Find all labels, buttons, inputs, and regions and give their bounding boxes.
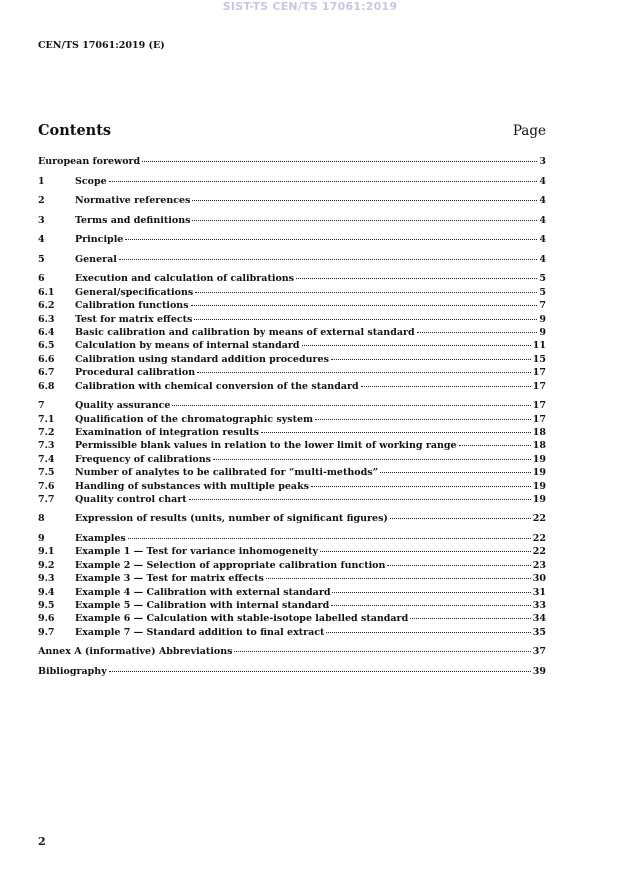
toc-entry-title: Example 1 — Test for variance inhomogeneity [75, 546, 319, 558]
toc-entry-number: 7.1 [38, 413, 55, 425]
toc-entry[interactable] [38, 546, 546, 559]
table-of-contents [38, 156, 546, 679]
toc-entry-number: 6.3 [38, 313, 55, 325]
toc-entry-number: 6 [38, 273, 45, 285]
dot-leader [302, 345, 531, 346]
toc-entry[interactable] [38, 254, 546, 267]
toc-entry[interactable] [38, 666, 546, 679]
toc-entry-title: Principle [75, 234, 124, 246]
toc-entry-number: 6.5 [38, 340, 55, 352]
page-column-label: Page [512, 123, 546, 139]
toc-entry-number: 5 [38, 253, 45, 265]
dot-leader [361, 386, 531, 387]
dot-leader [459, 445, 531, 446]
toc-entry-number: 2 [38, 195, 45, 207]
toc-entry-title: Quality control chart [75, 493, 187, 505]
toc-entry-page: 19 [532, 480, 546, 492]
dot-leader [380, 472, 531, 473]
toc-entry-title: General [75, 253, 117, 265]
toc-entry-page: 35 [532, 626, 546, 638]
toc-entry[interactable] [38, 600, 546, 613]
toc-entry[interactable] [38, 400, 546, 413]
dot-leader [197, 372, 531, 373]
dot-leader [119, 259, 537, 260]
toc-entry-title: Number of analytes to be calibrated for “multi-methods” [75, 467, 379, 479]
toc-entry-number: 9.3 [38, 573, 55, 585]
toc-entry[interactable] [38, 176, 546, 189]
contents-header [38, 122, 546, 139]
document-id: CEN/TS 17061:2019 (E) [38, 40, 165, 51]
toc-entry-title: Normative references [75, 195, 191, 207]
dot-leader [109, 181, 538, 182]
toc-entry-number: 7.5 [38, 467, 55, 479]
toc-entry-page: 5 [539, 286, 546, 298]
toc-entry-title: Examples [75, 533, 126, 545]
toc-entry-page: 31 [532, 586, 546, 598]
toc-entry-page: 4 [539, 234, 546, 246]
dot-leader [191, 305, 538, 306]
toc-entry-title: Expression of results (units, number of significant figures) [75, 513, 388, 525]
toc-entry-page: 22 [532, 533, 546, 545]
toc-entry-number: 9.4 [38, 586, 55, 598]
toc-entry[interactable] [38, 287, 546, 300]
toc-entry-number: 9 [38, 533, 45, 545]
toc-entry[interactable] [38, 560, 546, 573]
toc-entry-title: Example 3 — Test for matrix effects [75, 573, 264, 585]
dot-leader [332, 592, 530, 593]
toc-entry-number: 9.5 [38, 600, 55, 612]
toc-entry-page: 17 [532, 400, 546, 412]
toc-entry-page: 4 [539, 195, 546, 207]
page-number: 2 [38, 835, 46, 848]
toc-entry[interactable] [38, 234, 546, 247]
toc-entry[interactable] [38, 340, 546, 353]
toc-entry-title: Example 5 — Calibration with internal standard [75, 600, 330, 612]
toc-entry-title: Calibration with chemical conversion of the standard [75, 380, 359, 392]
toc-entry-title: Calibration functions [75, 300, 189, 312]
toc-entry[interactable] [38, 467, 546, 480]
toc-entry-page: 30 [532, 573, 546, 585]
toc-entry-title: Handling of substances with multiple peaks [75, 480, 309, 492]
toc-entry-number: 9.1 [38, 546, 55, 558]
toc-entry-page: 17 [532, 413, 546, 425]
dot-leader [387, 565, 530, 566]
toc-entry-page: 39 [532, 665, 546, 677]
toc-entry-number: 7.2 [38, 426, 55, 438]
toc-entry-title: European foreword [38, 156, 141, 167]
toc-entry[interactable] [38, 454, 546, 467]
toc-entry-page: 4 [539, 214, 546, 226]
toc-entry[interactable] [38, 513, 546, 526]
toc-entry-number: 7.4 [38, 453, 55, 465]
toc-entry-number: 9.2 [38, 559, 55, 571]
toc-entry-title: Permissible blank values in relation to the lower limit of working range [75, 440, 457, 452]
dot-leader [390, 518, 531, 519]
toc-entry[interactable] [38, 494, 546, 507]
toc-entry-page: 19 [532, 493, 546, 505]
dot-leader [213, 459, 531, 460]
dot-leader [194, 319, 537, 320]
toc-entry-title: Terms and definitions [75, 214, 191, 226]
dot-leader [410, 618, 531, 619]
toc-entry[interactable] [38, 156, 546, 169]
dot-leader [192, 200, 537, 201]
toc-entry-number: 9.6 [38, 613, 55, 625]
toc-entry-title: Annex A (informative) Abbreviations [38, 646, 233, 658]
toc-entry-title: Calibration using standard addition procedures [75, 353, 329, 365]
dot-leader [331, 605, 530, 606]
toc-entry[interactable] [38, 367, 546, 380]
toc-entry-title: Procedural calibration [75, 367, 196, 379]
toc-entry-number: 6.1 [38, 286, 55, 298]
toc-entry-page: 5 [539, 273, 546, 285]
toc-entry-page: 9 [539, 313, 546, 325]
toc-entry-page: 19 [532, 453, 546, 465]
toc-entry-title: Qualification of the chromatographic system [75, 413, 314, 425]
toc-entry-page: 17 [532, 380, 546, 392]
toc-entry[interactable] [38, 327, 546, 340]
toc-entry-title: Basic calibration and calibration by means of external standard [75, 327, 415, 339]
dot-leader [128, 538, 531, 539]
toc-entry-title: Example 7 — Standard addition to final extract [75, 626, 325, 638]
toc-entry[interactable] [38, 440, 546, 453]
toc-entry-number: 1 [38, 175, 45, 187]
toc-entry-number: 9.7 [38, 626, 55, 638]
toc-entry-page: 23 [532, 559, 546, 571]
watermark: SIST-TS CEN/TS 17061:2019 [222, 0, 398, 13]
toc-entry-page: 15 [532, 353, 546, 365]
toc-entry-page: 18 [532, 440, 546, 452]
dot-leader [296, 278, 537, 279]
toc-entry-page: 19 [532, 467, 546, 479]
toc-entry[interactable] [38, 627, 546, 640]
toc-entry-page: 37 [532, 646, 546, 658]
dot-leader [266, 578, 531, 579]
toc-entry-page: 7 [539, 300, 546, 312]
toc-entry-number: 4 [38, 234, 45, 246]
dot-leader [189, 499, 531, 500]
toc-entry[interactable] [38, 414, 546, 427]
toc-entry-title: Frequency of calibrations [75, 453, 212, 465]
toc-entry-page: 4 [539, 175, 546, 187]
toc-entry[interactable] [38, 573, 546, 586]
dot-leader [172, 405, 530, 406]
toc-entry[interactable] [38, 427, 546, 440]
toc-entry[interactable] [38, 646, 546, 659]
toc-entry[interactable] [38, 300, 546, 313]
dot-leader [331, 359, 531, 360]
dot-leader [234, 651, 530, 652]
dot-leader [125, 239, 537, 240]
toc-entry-page: 22 [532, 546, 546, 558]
toc-entry-number: 7.7 [38, 493, 55, 505]
toc-entry-page: 34 [532, 613, 546, 625]
dot-leader [192, 220, 537, 221]
toc-entry[interactable] [38, 533, 546, 546]
toc-entry-number: 6.7 [38, 367, 55, 379]
toc-entry-number: 3 [38, 214, 45, 226]
toc-entry-title: Example 4 — Calibration with external standard [75, 586, 331, 598]
toc-entry-title: Examination of integration results [75, 426, 260, 438]
toc-entry-number: 8 [38, 513, 45, 525]
toc-entry-number: 6.8 [38, 380, 55, 392]
dot-leader [109, 671, 531, 672]
dot-leader [261, 432, 531, 433]
toc-entry[interactable] [38, 314, 546, 327]
dot-leader [315, 419, 531, 420]
toc-entry-title: Example 6 — Calculation with stable-isotope labelled standard [75, 613, 409, 625]
toc-entry-title: Bibliography [38, 665, 107, 677]
toc-entry[interactable] [38, 481, 546, 494]
toc-entry-title: General/specifications [75, 286, 194, 298]
dot-leader [320, 551, 531, 552]
toc-entry-number: 6.2 [38, 300, 55, 312]
toc-entry-page: 22 [532, 513, 546, 525]
toc-entry-page: 11 [532, 340, 546, 352]
dot-leader [142, 161, 537, 162]
toc-entry[interactable] [38, 195, 546, 208]
toc-entry-number: 6.4 [38, 327, 55, 339]
dot-leader [311, 486, 531, 487]
toc-entry-page: 4 [539, 253, 546, 265]
toc-entry-title: Scope [75, 175, 107, 187]
toc-entry-page: 3 [539, 156, 546, 167]
toc-entry-title: Test for matrix effects [75, 313, 193, 325]
toc-entry-title: Example 2 — Selection of appropriate calibration function [75, 559, 386, 571]
toc-entry[interactable] [38, 273, 546, 286]
toc-entry-page: 9 [539, 327, 546, 339]
toc-entry[interactable] [38, 354, 546, 367]
dot-leader [417, 332, 538, 333]
toc-entry[interactable] [38, 215, 546, 228]
dot-leader [195, 292, 537, 293]
toc-entry-number: 7 [38, 400, 45, 412]
toc-entry-number: 7.3 [38, 440, 55, 452]
toc-entry-page: 33 [532, 600, 546, 612]
toc-entry-page: 18 [532, 426, 546, 438]
contents-title: Contents [38, 122, 112, 139]
dot-leader [326, 632, 530, 633]
toc-entry[interactable] [38, 381, 546, 394]
toc-entry-title: Quality assurance [75, 400, 171, 412]
toc-entry-title: Execution and calculation of calibrations [75, 273, 295, 285]
toc-entry-page: 17 [532, 367, 546, 379]
toc-entry[interactable] [38, 587, 546, 600]
toc-entry-title: Calculation by means of internal standard [75, 340, 300, 352]
toc-entry-number: 6.6 [38, 353, 55, 365]
toc-entry-number: 7.6 [38, 480, 55, 492]
toc-entry[interactable] [38, 613, 546, 626]
